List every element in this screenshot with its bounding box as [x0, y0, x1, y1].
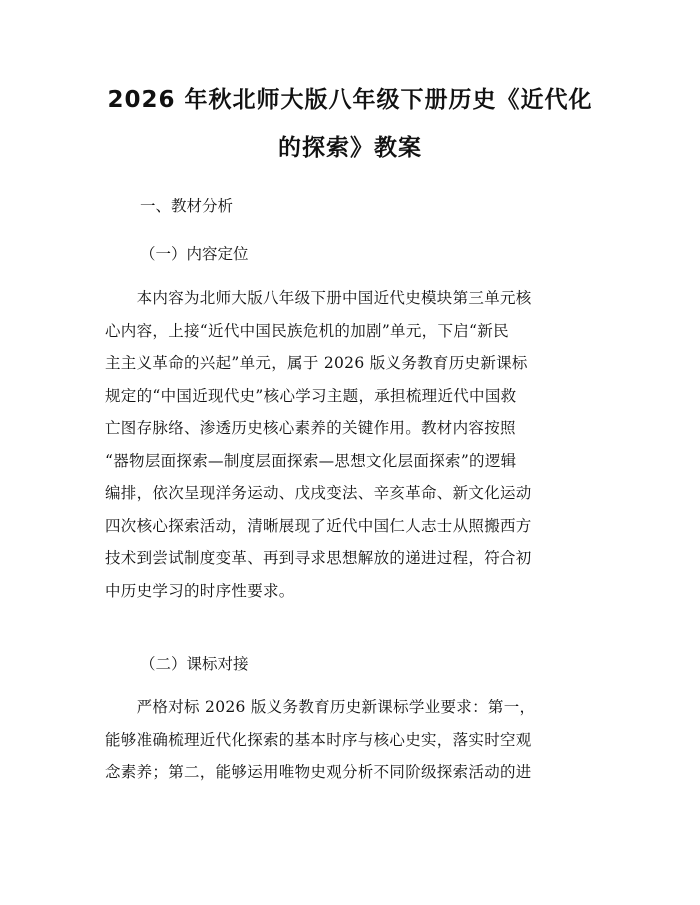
- paragraph-line: 中历史学习的时序性要求。: [105, 581, 295, 600]
- paragraph-line: 四次核心探索活动，清晰展现了近代中国仁人志士从照搬西方: [105, 516, 532, 535]
- paragraph-line: 亡图存脉络、渗透历史核心素养的关键作用。教材内容按照: [105, 419, 516, 437]
- paragraph-line: 技术到尝试制度变革、再到寻求思想解放的递进过程，符合初: [105, 549, 532, 567]
- paragraph-line: 编排，依次呈现洋务运动、戊戌变法、辛亥革命、新文化运动: [105, 484, 532, 502]
- subsection-heading-content-positioning: （一）内容定位: [140, 245, 249, 263]
- subsection-heading-curriculum-alignment: （二）课标对接: [140, 655, 249, 673]
- paragraph-line: 念素养；第二，能够运用唯物史观分析不同阶级探索活动的进: [105, 763, 532, 781]
- paragraph-content-positioning: [105, 282, 600, 607]
- paragraph-curriculum-alignment: [105, 691, 600, 789]
- paragraph-line: 规定的“中国近现代史”核心学习主题，承担梳理近代中国救: [105, 386, 517, 405]
- section-heading-textbook-analysis: 一、教材分析: [140, 197, 234, 215]
- document-title-line-2: 的探索》教案: [278, 135, 422, 161]
- paragraph-line: 心内容，上接“近代中国民族危机的加剧”单元，下启“新民: [105, 321, 509, 340]
- paragraph-line: 本内容为北师大版八年级下册中国近代史模块第三单元核: [105, 289, 532, 307]
- paragraph-line: 能够准确梳理近代化探索的基本时序与核心史实，落实时空观: [105, 730, 532, 749]
- paragraph-line: “器物层面探索—制度层面探索—思想文化层面探索”的逻辑: [105, 451, 517, 470]
- document-title-line-1: 2026 年秋北师大版八年级下册历史《近代化: [107, 87, 593, 113]
- paragraph-line: 严格对标 2026 版义务教育历史新课标学业要求：第一，: [105, 698, 536, 716]
- paragraph-line: 主主义革命的兴起”单元，属于 2026 版义务教育历史新课标: [105, 354, 528, 372]
